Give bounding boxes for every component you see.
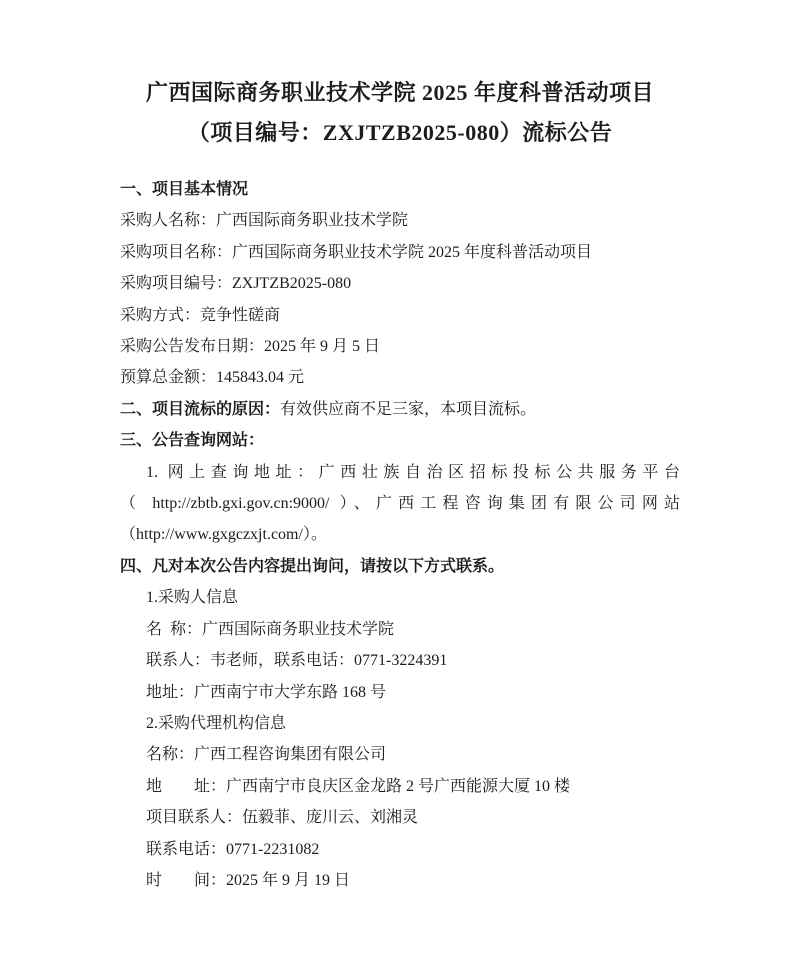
agency-info-name: 名称：广西工程咨询集团有限公司 [146,746,387,764]
purchaser-info-contact: 联系人：韦老师，联系电话：0771-3224391 [146,652,448,670]
page-title [120,73,680,152]
agency-info-address: 地 址：广西南宁市良庆区金龙路 2 号广西能源大厦 10 楼 [146,777,571,795]
agency-info-contacts: 项目联系人：伍毅菲、庞川云、刘湘灵 [146,809,419,827]
announce-date-line: 采购公告发布日期：2025 年 9 月 5 日 [120,338,381,356]
purchaser-info-address: 地址：广西南宁市大学东路 168 号 [146,683,387,701]
document-body [120,174,680,896]
budget-line: 预算总金额：145843.04 元 [120,369,305,387]
section2-line [120,394,680,425]
section4-heading: 四、凡对本次公告内容提出询问，请按以下方式联系。 [120,557,505,575]
page-title-line1: 广西国际商务职业技术学院 2025 年度科普活动项目 [145,80,654,105]
agency-info-phone: 联系电话：0771-2231082 [146,840,320,858]
purchaser-name-line: 采购人名称：广西国际商务职业技术学院 [120,212,409,230]
query-site-line2: （ http://zbtb.gxi.gov.cn:9000/ ）、广西工程咨询集团有限公司网站 [120,495,680,513]
purchaser-info-heading: 1.采购人信息 [146,589,239,607]
section2-heading: 二、项目流标的原因： [120,400,281,418]
project-name-line: 采购项目名称：广西国际商务职业技术学院 2025 年度科普活动项目 [120,243,593,261]
page-title-line2: （项目编号：ZXJTZB2025-080）流标公告 [187,119,613,145]
purchaser-info-name: 名 称：广西国际商务职业技术学院 [146,620,395,638]
query-site-line1: 1. 网上查询地址：广西壮族自治区招标投标公共服务平台 [146,463,680,481]
procurement-method-line: 采购方式：竞争性磋商 [120,306,281,324]
agency-info-heading: 2.采购代理机构信息 [146,714,287,732]
section3-heading: 三、公告查询网站： [120,432,265,450]
agency-info-date: 时 间：2025 年 9 月 19 日 [146,871,351,889]
failure-reason-text: 有效供应商不足三家，本项目流标。 [280,400,537,418]
section1-heading: 一、项目基本情况 [120,181,249,198]
project-number-line: 采购项目编号：ZXJTZB2025-080 [120,275,352,293]
query-site-line3: （http://www.gxgczxjt.com/）。 [120,526,327,544]
